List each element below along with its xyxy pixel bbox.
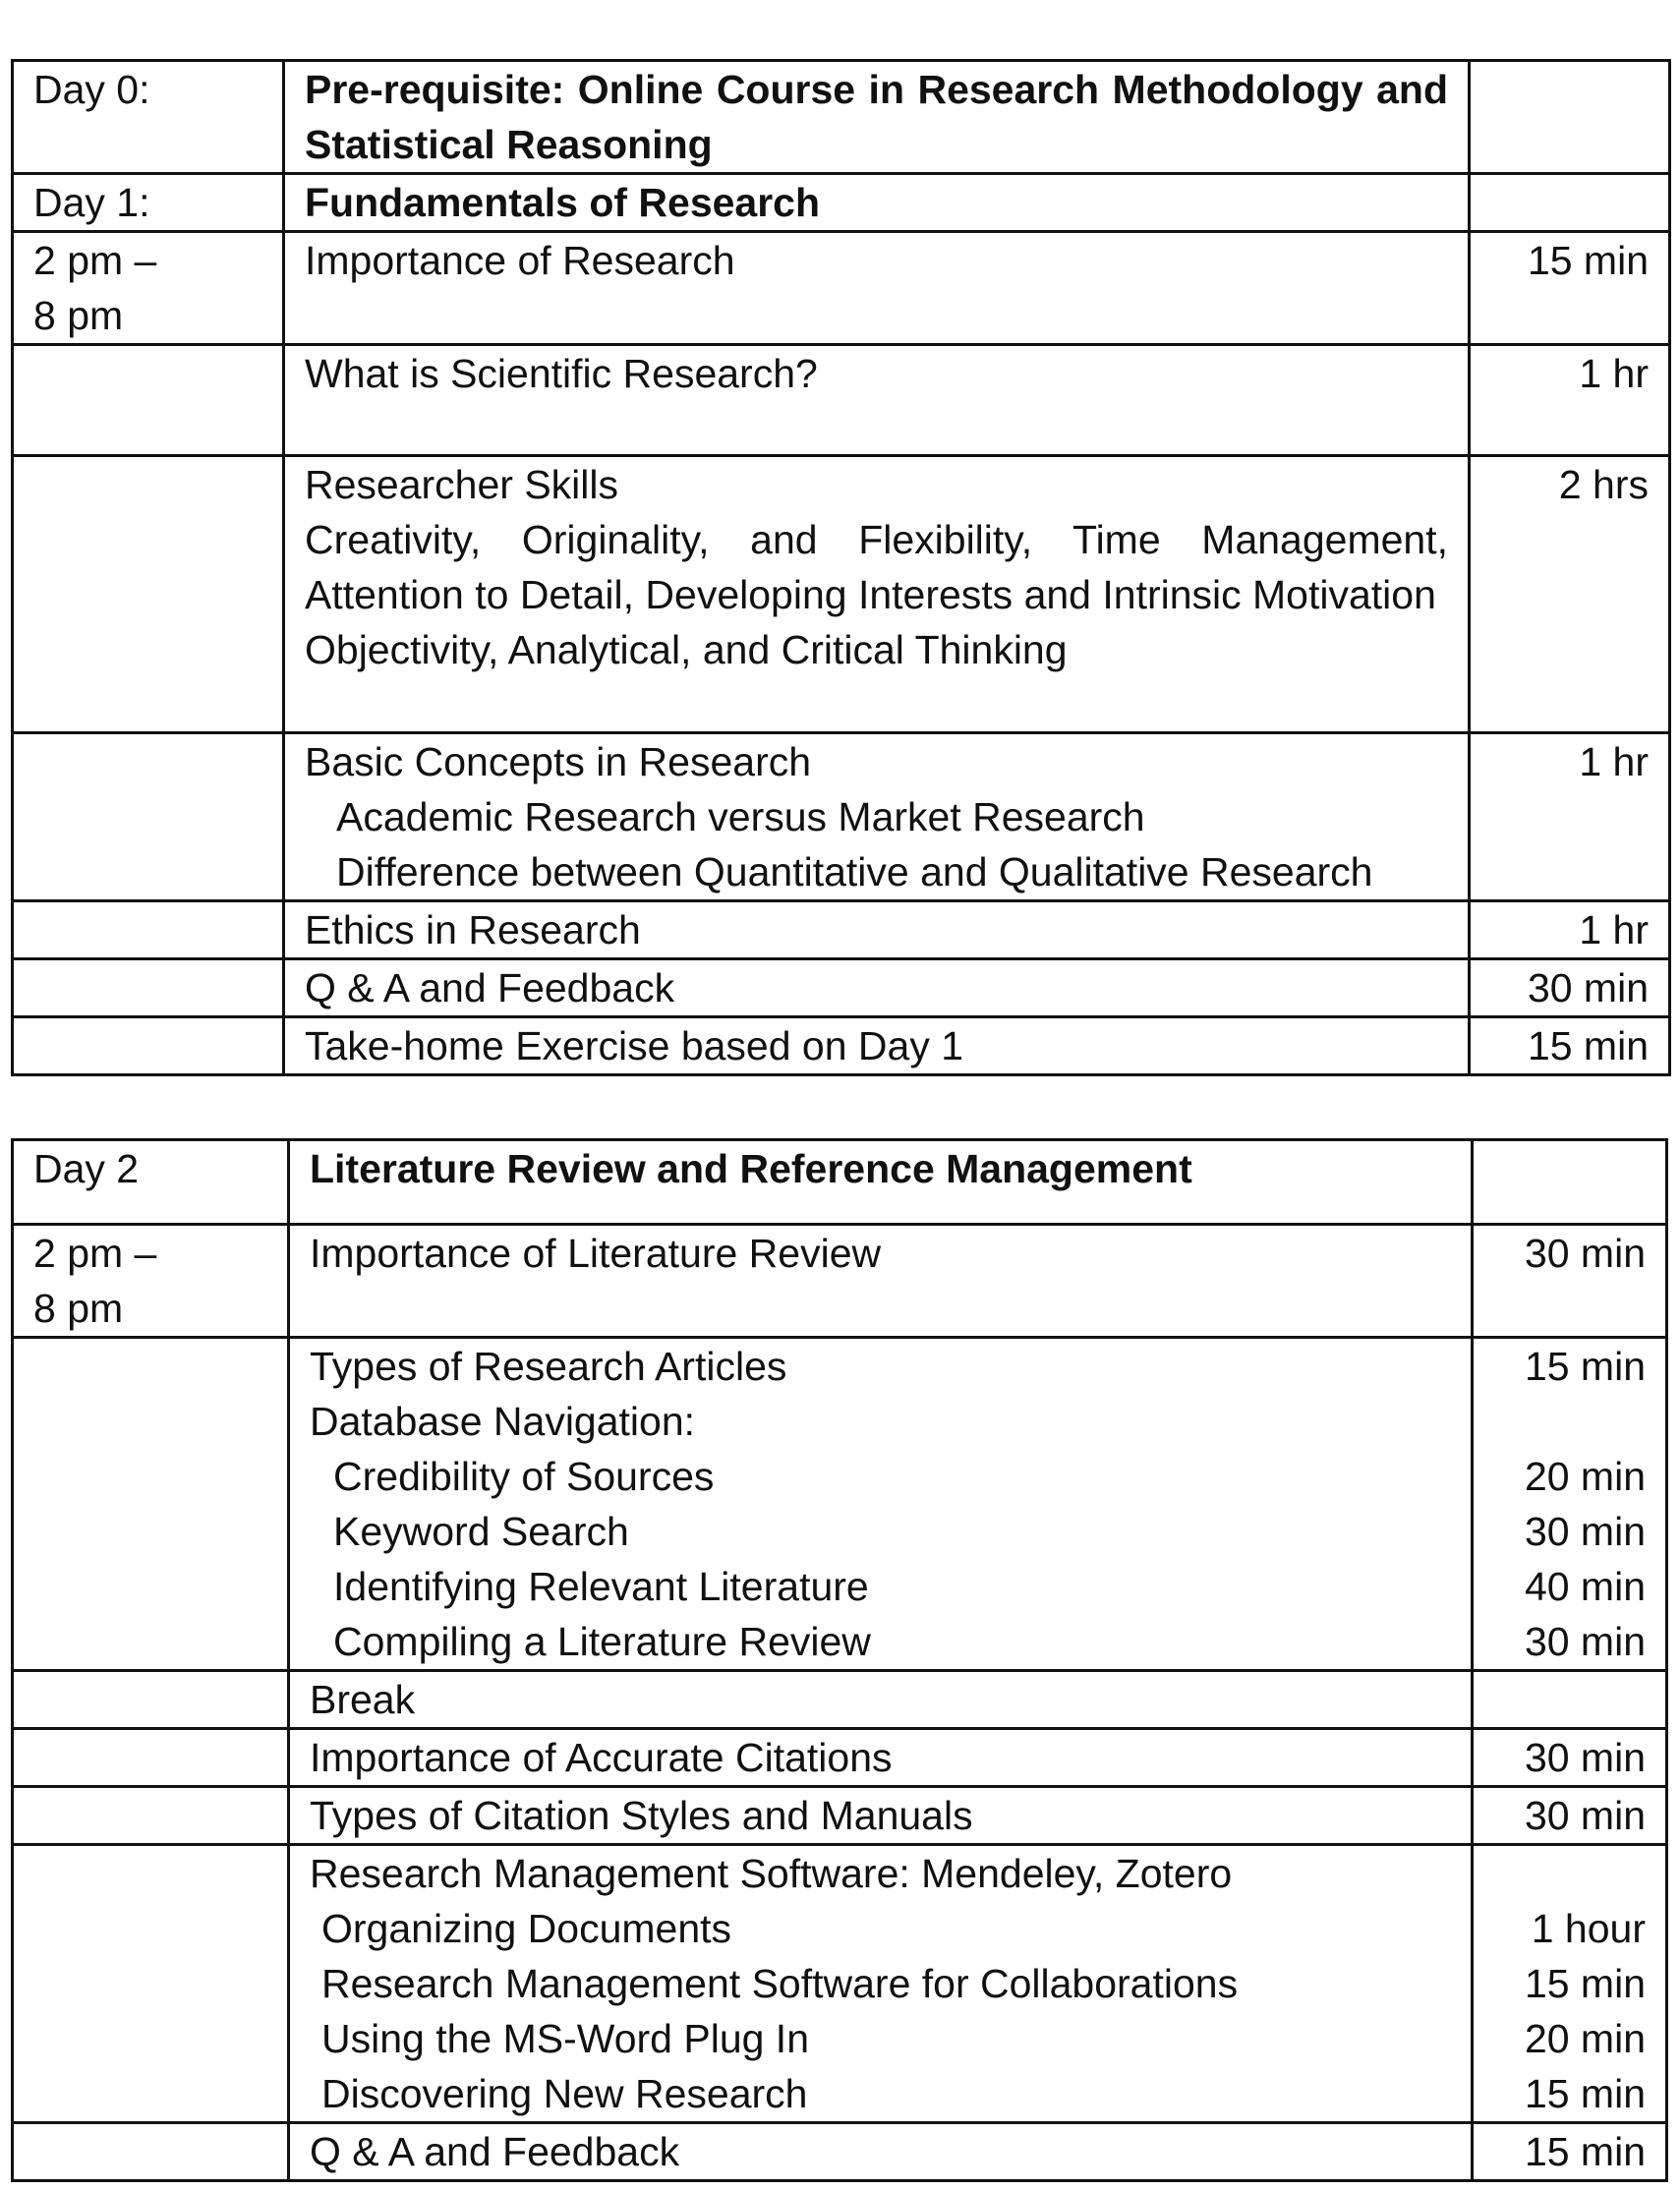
table-row <box>13 345 1670 456</box>
topic-details: Creativity, Originality, and Flexibility, Time Management, Attention to Detail, Developing Interests and Intrinsic Motivation <box>305 517 1448 617</box>
topic-title: Research Management Software: Mendeley, Zotero <box>310 1851 1233 1896</box>
time-slot-end: 8 pm <box>33 293 124 338</box>
topic-cell: Take-home Exercise based on Day 1 <box>284 1017 1470 1075</box>
topic-cell: Q & A and Feedback <box>284 959 1470 1017</box>
duration: 15 min <box>1524 1344 1646 1389</box>
duration: 30 min <box>1524 1509 1646 1554</box>
time-slot <box>13 1225 289 1338</box>
subtopic: Organizing Documents <box>321 1906 732 1951</box>
duration-cell: 30 min <box>1473 1225 1667 1338</box>
table-row <box>13 959 1670 1017</box>
subtopic: Compiling a Literature Review <box>333 1619 871 1664</box>
topic-cell: Importance of Research <box>284 232 1470 345</box>
table-row <box>13 61 1670 174</box>
duration-cell: 2 hrs <box>1470 456 1670 733</box>
day2-schedule-table <box>11 1138 1668 2182</box>
topic-cell: Q & A and Feedback <box>289 2123 1473 2181</box>
subtopic: Difference between Quantitative and Qualitative Research <box>336 849 1373 894</box>
duration-cell <box>1473 1338 1667 1671</box>
subtopic: Discovering New Research <box>321 2071 808 2116</box>
topic-cell <box>289 1845 1473 2123</box>
table-row <box>13 1017 1670 1075</box>
subtopic: Keyword Search <box>333 1509 629 1554</box>
topic-cell: Importance of Literature Review <box>289 1225 1473 1338</box>
duration-cell: 30 min <box>1470 959 1670 1017</box>
duration-cell <box>1473 1845 1667 2123</box>
subtopic: Using the MS-Word Plug In <box>321 2016 810 2061</box>
duration: 1 hour <box>1531 1906 1646 1951</box>
day-label: Day 0: <box>13 61 284 174</box>
table-row <box>13 733 1670 901</box>
duration: 15 min <box>1524 2071 1646 2116</box>
duration-cell <box>1473 1671 1667 1729</box>
topic-cell <box>289 1338 1473 1671</box>
topic-details: Objectivity, Analytical, and Critical Thinking <box>305 627 1068 672</box>
table-row <box>13 232 1670 345</box>
topic-cell: Ethics in Research <box>284 901 1470 959</box>
duration: 40 min <box>1524 1564 1646 1609</box>
duration: 20 min <box>1524 2016 1646 2061</box>
duration-cell: 15 min <box>1473 2123 1667 2181</box>
duration: 30 min <box>1524 1619 1646 1664</box>
topic-title: Basic Concepts in Research <box>305 739 812 784</box>
time-slot-end: 8 pm <box>33 1286 124 1331</box>
duration-cell: 30 min <box>1473 1787 1667 1845</box>
duration-cell: 1 hr <box>1470 345 1670 456</box>
day-label: Day 2 <box>13 1140 289 1225</box>
duration-cell <box>1470 174 1670 232</box>
time-slot <box>13 232 284 345</box>
subtopic: Credibility of Sources <box>333 1454 715 1499</box>
table-row <box>13 901 1670 959</box>
topic-cell <box>284 733 1470 901</box>
duration-cell: 1 hr <box>1470 733 1670 901</box>
duration-cell: 1 hr <box>1470 901 1670 959</box>
day-title: Literature Review and Reference Management <box>289 1140 1473 1225</box>
topic-title: Types of Research Articles <box>310 1344 787 1389</box>
table-row <box>13 1845 1667 2123</box>
day-label: Day 1: <box>13 174 284 232</box>
sub-header: Database Navigation: <box>310 1399 696 1444</box>
table-row <box>13 1338 1667 1671</box>
duration: 20 min <box>1524 1454 1646 1499</box>
table-row <box>13 1140 1667 1225</box>
subtopic: Identifying Relevant Literature <box>333 1564 869 1609</box>
topic-cell: Break <box>289 1671 1473 1729</box>
day1-schedule-table <box>11 59 1671 1076</box>
table-row <box>13 1729 1667 1787</box>
topic-cell: Importance of Accurate Citations <box>289 1729 1473 1787</box>
table-row <box>13 456 1670 733</box>
topic-cell: Types of Citation Styles and Manuals <box>289 1787 1473 1845</box>
table-row <box>13 2123 1667 2181</box>
table-row <box>13 174 1670 232</box>
day-title: Fundamentals of Research <box>284 174 1470 232</box>
duration-cell <box>1473 1140 1667 1225</box>
topic-cell <box>284 456 1470 733</box>
time-slot-start: 2 pm – <box>33 238 157 283</box>
duration-cell: 15 min <box>1470 1017 1670 1075</box>
table-row <box>13 1225 1667 1338</box>
day-title: Pre-requisite: Online Course in Research Methodology and Statistical Reasoning <box>284 61 1470 174</box>
subtopic: Academic Research versus Market Research <box>336 794 1145 839</box>
table-row <box>13 1787 1667 1845</box>
duration-cell <box>1470 61 1670 174</box>
duration-cell: 30 min <box>1473 1729 1667 1787</box>
topic-cell: What is Scientific Research? <box>284 345 1470 456</box>
subtopic: Research Management Software for Collaborations <box>321 1961 1239 2006</box>
time-slot-start: 2 pm – <box>33 1231 157 1276</box>
duration: 15 min <box>1524 1961 1646 2006</box>
duration-cell: 15 min <box>1470 232 1670 345</box>
table-row <box>13 1671 1667 1729</box>
topic-title: Researcher Skills <box>305 462 618 507</box>
